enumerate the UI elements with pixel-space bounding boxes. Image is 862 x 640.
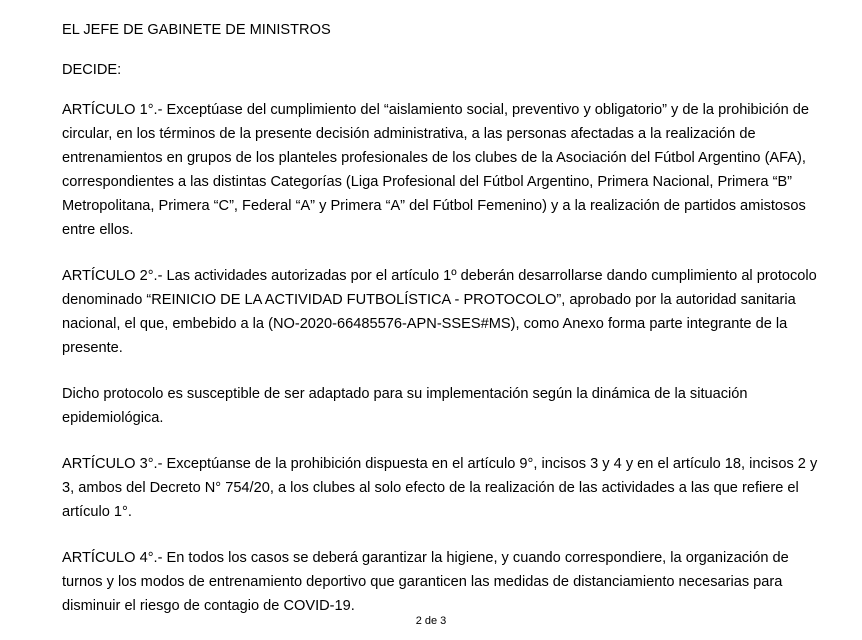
article-1-paragraph: ARTÍCULO 1°.- Exceptúase del cumplimiento del “aislamiento social, preventivo y obligatorio” y de la prohibición de circular, en los términos de la presente decisión administrativa, a las personas afectadas a la realización de entrenamientos en grupos de los planteles profesionales de los clubes de la Asociación del Fútbol Argentino (AFA), correspondientes a las distintas Categorías (Liga Profesional del Fútbol Argentino, Primera Nacional, Primera “B” Metropolitana, Primera “C”, Federal “A” y Primera “A” del Fútbol Femenino) y a la realización de partidos amistosos entre ellos.	[62, 102, 809, 238]
protocol-note-paragraph: Dicho protocolo es susceptible de ser adaptado para su implementación según la dinámica de la situación epidemiológica.	[62, 386, 748, 426]
article-4-paragraph: ARTÍCULO 4°.- En todos los casos se deberá garantizar la higiene, y cuando correspondiere, la organización de turnos y los modos de entrenamiento deportivo que garanticen las medidas de distanciamiento necesarias para disminuir el riesgo de contagio de COVID-19.	[62, 550, 789, 614]
decide-label: DECIDE:	[62, 62, 122, 78]
page-number: 2 de 3	[415, 615, 447, 627]
document-heading: EL JEFE DE GABINETE DE MINISTROS	[62, 22, 331, 38]
article-2-paragraph: ARTÍCULO 2°.- Las actividades autorizadas por el artículo 1º deberán desarrollarse dando cumplimiento al protocolo denominado “REINICIO DE LA ACTIVIDAD FUTBOLÍSTICA - PROTOCOLO”, aprobado por la autoridad sanitaria nacional, el que, embebido a la (NO-2020-66485576-APN-SSES#MS), como Anexo forma parte integrante de la presente.	[62, 268, 817, 356]
document-body	[62, 18, 822, 640]
article-3-paragraph: ARTÍCULO 3°.- Exceptúanse de la prohibición dispuesta en el artículo 9°, incisos 3 y 4 y en el artículo 18, incisos 2 y 3, ambos del Decreto N° 754/20, a los clubes al solo efecto de la realización de las actividades a las que refiere el artículo 1°.	[62, 456, 818, 520]
